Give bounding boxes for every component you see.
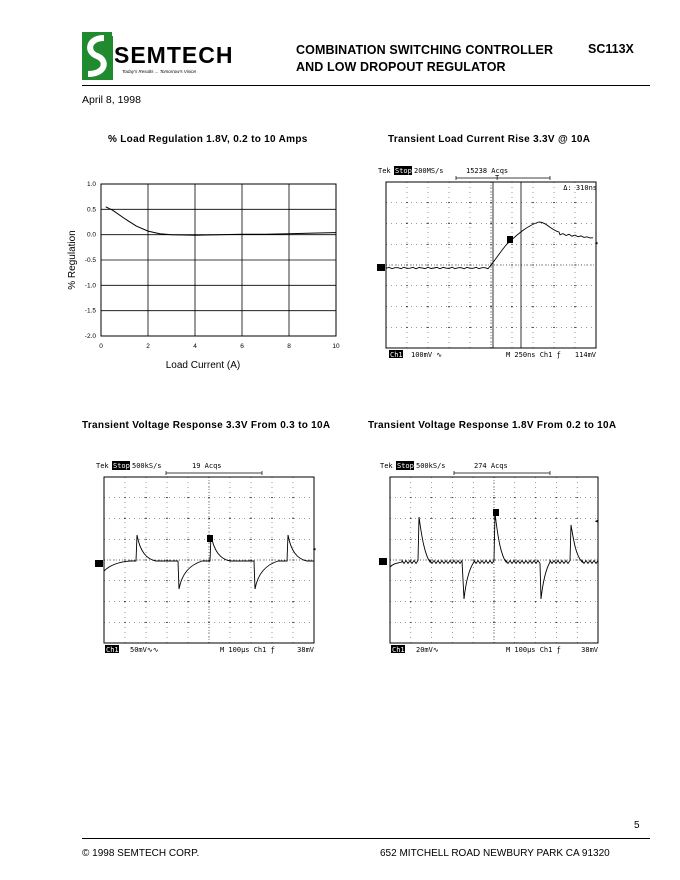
- y-axis-label: % Regulation: [67, 230, 78, 290]
- scope-stop-label: Stop: [397, 462, 414, 470]
- header-rule: [82, 85, 650, 86]
- footer-rule: [82, 838, 650, 839]
- scope-trigger-level: 114mV: [574, 351, 596, 359]
- scope-waveform: [386, 222, 593, 269]
- scope-timebase: M 100μs Ch1 ƒ: [506, 646, 561, 654]
- y-tick-label: -1.0: [84, 282, 96, 290]
- current-rise-title: Transient Load Current Rise 3.3V @ 10A: [388, 134, 591, 145]
- page-number: 5: [634, 820, 640, 831]
- scope-channel-label: Ch1: [390, 351, 403, 359]
- scope-delta-readout: Δ: 310ns: [563, 184, 597, 192]
- y-tick-label: -0.5: [84, 257, 96, 264]
- scope-trigger-level: 38mV: [297, 646, 314, 654]
- title-line-1: COMBINATION SWITCHING CONTROLLER: [296, 43, 554, 57]
- scope-channel-label: Ch1: [392, 646, 405, 654]
- scope-volts-per-div: 100mV ∿: [411, 351, 443, 359]
- scope-volts-per-div: 50mV∿∿: [130, 646, 159, 654]
- part-number: SC113X: [588, 42, 634, 56]
- trigger-level-arrow-icon: ◂: [594, 517, 599, 525]
- x-tick-label: 4: [193, 343, 197, 350]
- footer-copyright: © 1998 SEMTECH CORP.: [82, 848, 200, 859]
- y-tick-label: 0.5: [86, 206, 96, 214]
- trigger-level-arrow-icon: ◂: [594, 239, 599, 247]
- x-tick-label: 10: [332, 343, 340, 350]
- scope-volts-per-div: 20mV∿: [416, 646, 439, 654]
- title-line-2: AND LOW DROPOUT REGULATOR: [296, 60, 506, 74]
- scope-sample-rate: 500kS/s: [132, 462, 162, 470]
- scope-sample-rate: 500kS/s: [416, 462, 446, 470]
- x-axis-label: Load Current (A): [165, 360, 241, 371]
- channel-ground-marker: [95, 560, 103, 567]
- scope-acquisitions: 19 Acqs: [192, 462, 222, 470]
- series-line-1v8: [106, 207, 336, 235]
- scope-voltage-response-33: [94, 459, 326, 659]
- scope-voltage-response-18: [378, 459, 608, 659]
- logo-wordmark: SEMTECH: [114, 42, 234, 68]
- y-tick-label: 0.0: [86, 231, 96, 239]
- chart-grid: [101, 184, 336, 336]
- y-tick-label: -1.5: [84, 307, 96, 315]
- load-regulation-title: % Load Regulation 1.8V, 0.2 to 10 Amps: [108, 134, 308, 145]
- scope-tek-label: Tek: [378, 167, 391, 175]
- y-tick-label: -2.0: [84, 333, 96, 340]
- scope-sample-rate: 200MS/s: [414, 167, 444, 175]
- scope-channel-label: Ch1: [106, 646, 119, 654]
- scope-acquisitions: 15238 Acqs: [466, 167, 509, 175]
- scope-timebase: M 100μs Ch1 ƒ: [220, 646, 275, 654]
- channel-ground-marker: [379, 558, 387, 565]
- y-tick-labels: [85, 181, 97, 340]
- y-tick-label: 1.0: [86, 181, 96, 188]
- document-date: April 8, 1998: [82, 94, 141, 106]
- document-title: [296, 42, 553, 76]
- scope-stop-label: Stop: [113, 462, 130, 470]
- channel-ground-marker: [377, 264, 385, 271]
- scope-tek-label: Tek: [96, 462, 109, 470]
- x-tick-label: 8: [287, 343, 291, 350]
- voltage-response-33-title: Transient Voltage Response 3.3V From 0.3 to 10A: [82, 420, 331, 431]
- x-tick-labels: [99, 343, 340, 350]
- x-tick-label: 6: [240, 343, 244, 350]
- x-tick-label: 0: [99, 343, 103, 350]
- trigger-position-marker: T: [495, 174, 500, 182]
- scope-timebase: M 250ns Ch1 ƒ: [506, 351, 561, 359]
- scope-trigger-level: 38mV: [581, 646, 598, 654]
- trigger-level-marker: [493, 509, 499, 516]
- load-regulation-chart: [60, 176, 350, 376]
- semtech-logo: [82, 32, 274, 82]
- trigger-level-marker: [207, 535, 213, 542]
- trigger-level-marker: [507, 236, 513, 243]
- trigger-level-arrow-icon: ◂: [312, 545, 317, 553]
- logo-tagline: Today's Results ... Tomorrow's Vision: [122, 69, 197, 74]
- scope-current-rise: [376, 164, 606, 364]
- x-tick-label: 2: [146, 343, 150, 350]
- scope-tek-label: Tek: [380, 462, 393, 470]
- voltage-response-18-title: Transient Voltage Response 1.8V From 0.2 to 10A: [368, 420, 617, 431]
- scope-graticule: [104, 477, 317, 643]
- footer-address: 652 MITCHELL ROAD NEWBURY PARK CA 91320: [380, 848, 610, 859]
- scope-stop-label: Stop: [395, 167, 412, 175]
- scope-acquisitions: 274 Acqs: [474, 462, 508, 470]
